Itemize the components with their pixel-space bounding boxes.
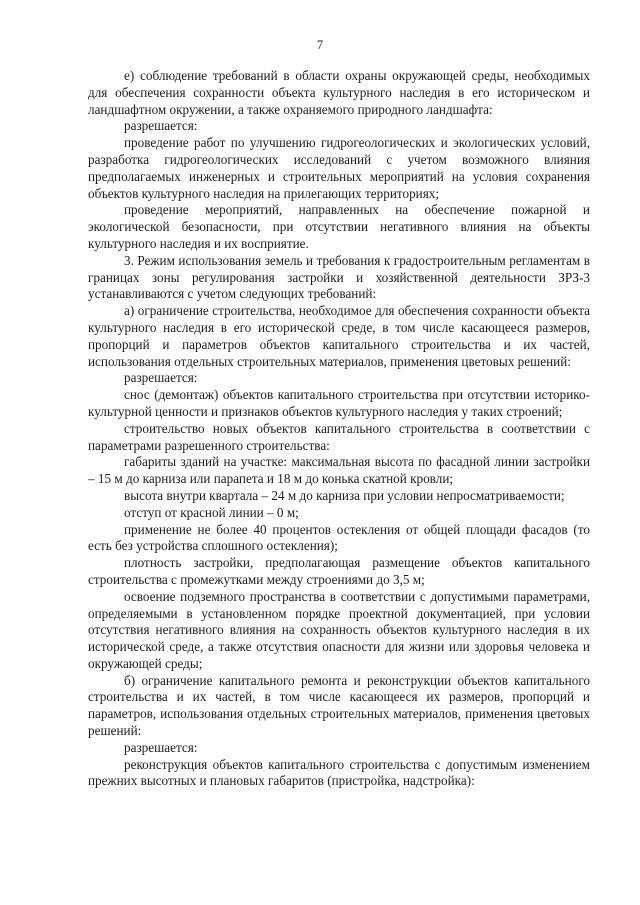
paragraph-permitted-1: разрешается: <box>124 118 198 134</box>
paragraph-density: плотность застройки, предполагающая размещение объектов капитального строительства с промежутками между строениями до 3,5 м; <box>88 555 590 587</box>
paragraph-underground: освоение подземного пространства в соответствии с допустимыми параметрами, определяемыми в установленном порядке проектной документацией, при условии отсутствия негативного влияния на сохранность объектов культурного наследия в их исторической среде, а также отсутствия опасности для жизни или здоровья человека и окружающей среды; <box>88 588 590 671</box>
page-number: 7 <box>316 38 324 52</box>
paragraph-permitted-3: разрешается: <box>124 739 198 755</box>
document-body <box>88 68 590 790</box>
paragraph-block-height: высота внутри квартала – 24 м до карниза при условии непросматриваемости; <box>124 487 565 503</box>
paragraph-section-3: 3. Режим использования земель и требования к градостроительным регламентам в границах зоны регулирования застройки и хозяйственной деятельности ЗРЗ-3 устанавливаются с учетом следующих требований: <box>88 252 590 302</box>
paragraph-building-dimensions: габариты зданий на участке: максимальная высота по фасадной линии застройки – 15 м до карниза или парапета и 18 м до конька скатной кровли; <box>88 454 590 487</box>
paragraph-a-construction-limits: а) ограничение строительства, необходимое для обеспечения сохранности объекта культурного наследия в его исторической среде, в том числе касающееся размеров, пропорций и параметров объектов капитального строительства и их частей, использования отдельных строительных материалов, применения цветовых решений: <box>88 303 590 369</box>
paragraph-e-environment: е) соблюдение требований в области охраны окружающей среды, необходимых для обеспечения сохранности объекта культурного наследия в его историческом и ландшафтном окружении, а также охраняемого природного ландшафта: <box>88 68 590 117</box>
paragraph-new-construction: строительство новых объектов капитального строительства в соответствии с параметрами разрешенного строительства: <box>88 420 590 453</box>
paragraph-reconstruction: реконструкция объектов капитального строительства с допустимым изменением прежних высотных и плановых габаритов (пристройка, надстройка): <box>88 756 590 789</box>
paragraph-hydrogeology-works: проведение работ по улучшению гидрогеологических и экологических условий, разработка гидрогеологических исследований с учетом возможного влияния предполагаемых инженерных и строительных мероприятий на условия сохранения объектов культурного наследия на прилегающих территориях; <box>88 135 590 201</box>
paragraph-permitted-2: разрешается: <box>124 370 198 386</box>
paragraph-red-line-offset: отступ от красной линии – 0 м; <box>124 504 299 520</box>
paragraph-fire-safety: проведение мероприятий, направленных на обеспечение пожарной и экологической безопасности, при отсутствии негативного влияния на объекты культурного наследия и их восприятие. <box>88 202 590 251</box>
paragraph-b-repair-limits: б) ограничение капитального ремонта и реконструкции объектов капитального строительства и их частей, в том числе касающееся их размеров, пропорций и параметров, использования отдельных строительных материалов, применения цветовых решений: <box>88 672 590 739</box>
paragraph-demolition: снос (демонтаж) объектов капитального строительства при отсутствии историко-культурной ценности и признаков объектов культурного наследия у таких строений; <box>88 387 590 419</box>
paragraph-glazing: применение не более 40 процентов остекления от общей площади фасадов (то есть без устройства сплошного остекления); <box>88 521 590 554</box>
